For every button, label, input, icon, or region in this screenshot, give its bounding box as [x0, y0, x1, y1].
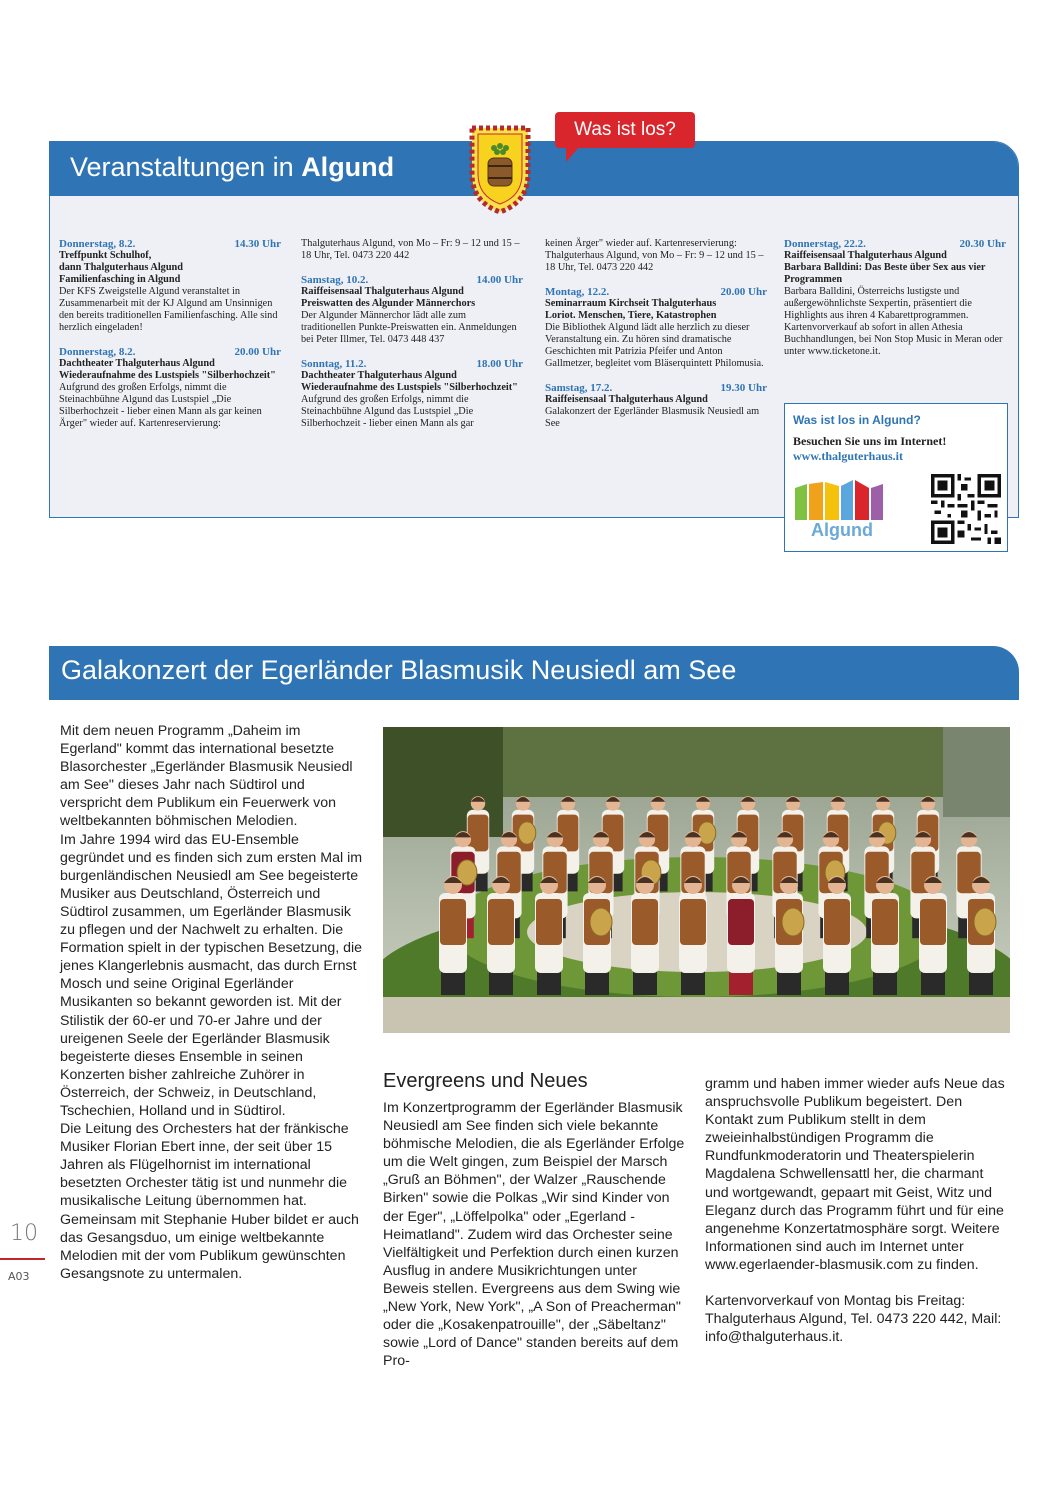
event-time: 18.00 Uhr	[476, 358, 523, 370]
musician-figure	[535, 876, 563, 995]
event-item	[784, 238, 1006, 358]
concert-header	[49, 646, 1019, 700]
event-item	[59, 346, 281, 430]
event-item	[545, 382, 767, 430]
event-item	[545, 286, 767, 370]
events-column-3	[545, 238, 767, 442]
musician-figure	[487, 876, 515, 995]
page-code: A03	[8, 1270, 30, 1283]
events-header	[50, 142, 1018, 196]
musician-figure	[775, 876, 804, 995]
info-visit-text: Besuchen Sie uns im Internet!	[793, 434, 947, 448]
event-heading: Dachtheater Thalguterhaus Algund Wiederaufnahme des Lustspiels "Silberhochzeit"	[59, 358, 276, 381]
event-date-row	[59, 346, 281, 358]
info-box	[784, 403, 1008, 552]
info-website-link[interactable]: www.thalguterhaus.it	[793, 449, 904, 463]
event-time: 20.30 Uhr	[959, 238, 1006, 250]
event-date-row	[545, 382, 767, 394]
orchestra-group-photo	[383, 727, 1010, 1033]
was-ist-los-bubble: Was ist los?	[555, 112, 695, 148]
concert-text-column-2: Im Konzertprogramm der Egerländer Blasmusik Neusiedl am See finden sich viele bekannte böhmische Melodien, die als Egerländer Erfolge um die Welt gingen, zum Beispiel der Marsch „Gruß an Böhmen", der Walzer „Rauschende Birken" sowie die Polkas „Wir sind Kinder von der Eger", „Löffelpolka" oder „Egerland - Heimatland". Zudem wird das Orchester seine Vielfältigkeit und Perfektion durch einen kurzen Ausflug in andere Musikrichtungen unter Beweis stellen. Evergreens aus dem Swing wie „New York, New York", „A Son of Preacherman" oder die „Kosakenpatrouille", der „Säbeltanz" sowie „Lord of Dance" standen bereits auf dem Pro-	[383, 1100, 685, 1370]
concert-text-column-3: gramm und haben immer wieder aufs Neue das anspruchsvolle Publikum begeistert. Den Kontakt zum Publikum stellt in dem zweieinhalbstündigen Programm die Rundfunkmoderatorin und Theaterspielerin Magdalena Schwellensattl her, die charmant und wortgewandt, gepaart mit Geist, Witz und Eleganz durch das Programm führt und für eine angenehme Konzertatmosphäre sorgt. Weitere Informationen sind auch im Internet unter www.egerlaender-blasmusik.com zu finden. Kartenvorverkauf von Montag bis Freitag: Thalguterhaus Algund, Tel. 0473 220 442, Mail: info@thalguterhaus.it.	[705, 1076, 1005, 1346]
info-question: Was ist los in Algund?	[793, 413, 921, 427]
event-item	[301, 358, 523, 430]
subheading: Evergreens und Neues	[383, 1070, 588, 1092]
event-time: 19.30 Uhr	[720, 382, 767, 394]
event-date: Donnerstag, 22.2.	[784, 238, 866, 250]
musician-figure	[583, 876, 612, 995]
event-date-row	[59, 238, 281, 250]
algund-logo-icon	[795, 474, 885, 520]
event-description: Thalguterhaus Algund, von Mo – Fr: 9 – 12 und 15 – 18 Uhr, Tel. 0473 220 442	[301, 238, 520, 261]
event-description: Die Bibliothek Algund lädt alle herzlich zu dieser Veranstaltung ein. Zu hören sind dramatische Geschichten mit Patrizia Pfeifer und Anton Gallmetzer, begleitet vom Bläserquintett Philomusia.	[545, 322, 764, 369]
logo-text: Algund	[811, 520, 873, 540]
event-heading: Raiffeisensaal Thalguterhaus Algund	[545, 394, 708, 405]
event-date-row	[784, 238, 1006, 250]
concert-text-column-1: Mit dem neuen Programm „Daheim im Egerland" kommt das international besetzte Blasorchester „Egerländer Blasmusik Neusiedl am See" dieses Jahr nach Südtirol und verspricht dem Publikum ein Feuerwerk von weltbekannten böhmischen Melodien. Im Jahre 1994 wird das EU-Ensemble gegründet und es finden sich zum ersten Mal im burgenländischen Neusiedl am See begeisterte Musiker aus Deutschland, Österreich und Südtirol zusammen, um Egerländer Blasmusik zu pflegen und der Nachwelt zu erhalten. Die Formation spielt in der typischen Besetzung, die jenes Klangerlebnis ausmacht, das durch Ernst Mosch und seine Original Egerländer Musikanten so bekannt geworden ist. Mit der Stilistik der 60-er und 70-er Jahre und der ureigenen Seele der Egerländer Blasmusik begeisterte dieses Ensemble in seinen Konzerten bisher zahlreiche Zuhörer in Österreich, der Schweiz, in Deutschland, Tschechien, Holland und in Südtirol. Die Leitung des Orchesters hat der fränkische Musiker Florian Ebert inne, der seit über 15 Jahren als Flügelhornist im international besetzten Orchester tätig ist und nunmehr die musikalische Leitung übernommen hat. Gemeinsam mit Stephanie Huber bildet er auch das Gesangsduo, um einige weltbekannte Melodien mit der vom Publikum gewünschten Gesangsnote zu untermalen.	[60, 723, 363, 1282]
musician-figure	[823, 876, 851, 995]
event-heading: Raiffeisensaal Thalguterhaus Algund Preiswatten des Algunder Männerchors	[301, 286, 476, 309]
qr-code-icon[interactable]	[931, 474, 1001, 544]
events-column-1	[59, 238, 281, 442]
event-time: 14.00 Uhr	[476, 274, 523, 286]
event-item	[59, 238, 281, 334]
event-description: Aufgrund des großen Erfolgs, nimmt die Steinachbühne Algund das Lustspiel „Die Silberhochzeit - lieber einen Mann als gar keinen Ärger" wieder auf. Kartenreservierung:	[59, 382, 262, 429]
event-time: 14.30 Uhr	[234, 238, 281, 250]
event-date: Montag, 12.2.	[545, 286, 610, 298]
bubble-tail	[566, 146, 580, 162]
event-date-row	[301, 358, 523, 370]
events-column-4	[784, 238, 1006, 370]
page-number: 10	[10, 1221, 38, 1246]
algund-crest-icon	[468, 124, 532, 214]
event-heading: Dachtheater Thalguterhaus Algund Wiederaufnahme des Lustspiels "Silberhochzeit"	[301, 370, 518, 393]
event-description: Der KFS Zweigstelle Algund veranstaltet in Zusammenarbeit mit der KJ Algund am Unsinnigen den bereits traditionellen Familienfasching. Alle sind herzlich eingeladen!	[59, 286, 278, 333]
event-heading: Seminarraum Kirchseit Thalguterhaus Loriot. Menschen, Tiere, Katastrophen	[545, 298, 717, 321]
event-heading: Raiffeisensaal Thalguterhaus Algund Barbara Balldini: Das Beste über Sex aus vier Programmen	[784, 250, 986, 285]
event-date-row	[545, 286, 767, 298]
event-item	[301, 238, 523, 262]
events-column-2	[301, 238, 523, 442]
event-description: Der Algunder Männerchor lädt alle zum traditionellen Punkte-Preiswatten ein. Anmeldungen bei Peter Illmer, Tel. 0473 448 437	[301, 310, 517, 345]
event-date: Donnerstag, 8.2.	[59, 346, 136, 358]
page-number-rule	[0, 1258, 45, 1260]
musician-figure	[631, 876, 659, 995]
musician-figure	[727, 876, 755, 995]
event-date-row	[301, 274, 523, 286]
musician-figure	[967, 876, 996, 995]
musician-figure	[871, 876, 899, 995]
event-date: Samstag, 17.2.	[545, 382, 613, 394]
event-item	[301, 274, 523, 346]
musician-figure	[439, 876, 467, 995]
event-time: 20.00 Uhr	[720, 286, 767, 298]
event-description: Galakonzert der Egerländer Blasmusik Neusiedl am See	[545, 406, 760, 429]
event-date: Donnerstag, 8.2.	[59, 238, 136, 250]
event-description: Aufgrund des großen Erfolgs, nimmt die Steinachbühne Algund das Lustspiel „Die Silberhochzeit - lieber einen Mann als gar	[301, 394, 474, 429]
event-description: keinen Ärger" wieder auf. Kartenreservierung: Thalguterhaus Algund, von Mo – Fr: 9 – 12 und 15 – 18 Uhr, Tel. 0473 220 442	[545, 238, 764, 273]
musician-figure	[679, 876, 707, 995]
musician-figure	[919, 876, 947, 995]
event-date: Samstag, 10.2.	[301, 274, 369, 286]
event-description: Barbara Balldini, Österreichs lustigste und außergewöhnlichste Sexpertin, präsentiert die Highlights aus ihren 4 Kabarettprogrammen. Kartenvorverkauf ab sofort in allen Athesia Buchhandlungen, bei Non Stop Music in Meran oder unter www.ticketone.it.	[784, 286, 1003, 357]
event-time: 20.00 Uhr	[234, 346, 281, 358]
concert-title: Galakonzert der Egerländer Blasmusik Neusiedl am See	[61, 655, 737, 685]
event-item	[545, 238, 767, 274]
events-title: Veranstaltungen in Algund	[70, 152, 395, 182]
event-date: Sonntag, 11.2.	[301, 358, 367, 370]
event-heading: Treffpunkt Schulhof, dann Thalguterhaus Algund Familienfasching in Algund	[59, 250, 184, 285]
